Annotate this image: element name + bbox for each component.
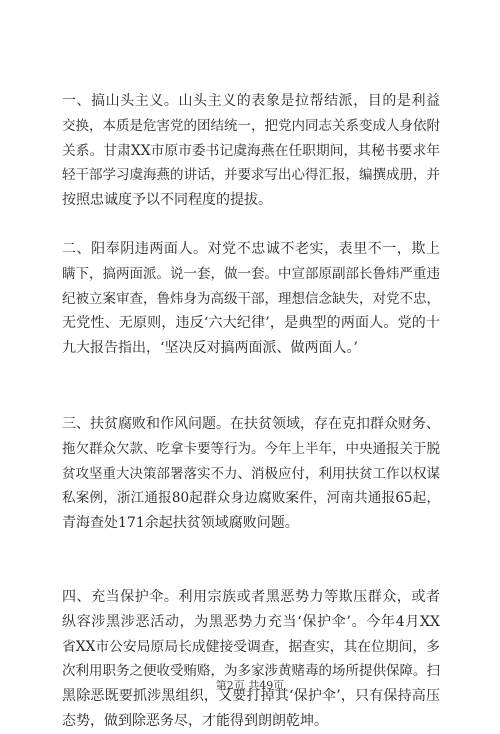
text-line: 省XX市公安局原局长成健接受调查，据查实，其在位期间，多 <box>62 638 440 655</box>
text-line: 二、阳奉阴违两面人。对党不忠诚不老实，表里不一，欺上 <box>62 241 440 257</box>
page-footer <box>0 677 500 693</box>
text-line: 次利用职务之便收受贿赂，为多家涉黄赌毒的场所提供保障。扫 <box>62 663 440 680</box>
text-line: 青海查处171余起扶贫领域腐败问题。 <box>62 515 299 532</box>
text-line: 交换，本质是危害党的团结统一，把党内同志关系变成人身依附 <box>62 117 440 134</box>
paragraph-two-faced <box>62 237 440 361</box>
text-line: 瞒下，搞两面派。说一套，做一套。中宣部原副部长鲁炜严重违 <box>62 265 440 282</box>
text-line: 贫攻坚重大决策部署落实不力、消极应付，利用扶贫工作以权谋 <box>62 465 440 482</box>
paragraph-factionalism <box>62 89 440 213</box>
text-line: 无党性、无原则，违反‘六大纪律’，是典型的两面人。党的十 <box>62 315 440 332</box>
text-line: 九大报告指出，‘坚决反对搞两面派、做两面人。’ <box>62 340 358 357</box>
text-line: 关系。甘肃XX市原市委书记虞海燕在任职期间，其秘书要求年 <box>62 142 440 159</box>
text-line: 纵容涉黑涉恶活动，为黑恶势力充当‘保护伞’。今年4月XX <box>62 613 440 630</box>
text-line: 按照忠诚度予以不同程度的提拔。 <box>62 192 272 209</box>
text-line: 态势，做到除恶务尽，才能得到朗朗乾坤。 <box>62 712 328 729</box>
text-line: 一、搞山头主义。山头主义的表象是拉帮结派，目的是利益 <box>62 93 440 109</box>
text-line: 四、充当保护伞。利用宗族或者黑恶势力等欺压群众，或者 <box>62 589 440 605</box>
text-line: 拖欠群众欠款、吃拿卡要等行为。今年上半年，中央通报关于脱 <box>62 440 440 457</box>
text-line: 三、扶贫腐败和作风问题。在扶贫领域，存在克扣群众财务、 <box>62 416 440 432</box>
text-line: 轻干部学习虞海燕的讲话，并要求写出心得汇报，编撰成册，并 <box>62 167 440 184</box>
page-number-label: 第2页 共49页 <box>215 679 285 692</box>
paragraph-protective-umbrella <box>62 585 440 734</box>
paragraph-poverty-corruption <box>62 412 440 536</box>
text-line: 黑除恶既要抓涉黑组织，又要打掉其‘保护伞’，只有保持高压 <box>62 688 440 705</box>
text-line: 纪被立案审查，鲁炜身为高级干部，理想信念缺失，对党不忠， <box>62 290 440 307</box>
text-line: 私案例，浙江通报80起群众身边腐败案件，河南共通报65起， <box>62 490 440 507</box>
